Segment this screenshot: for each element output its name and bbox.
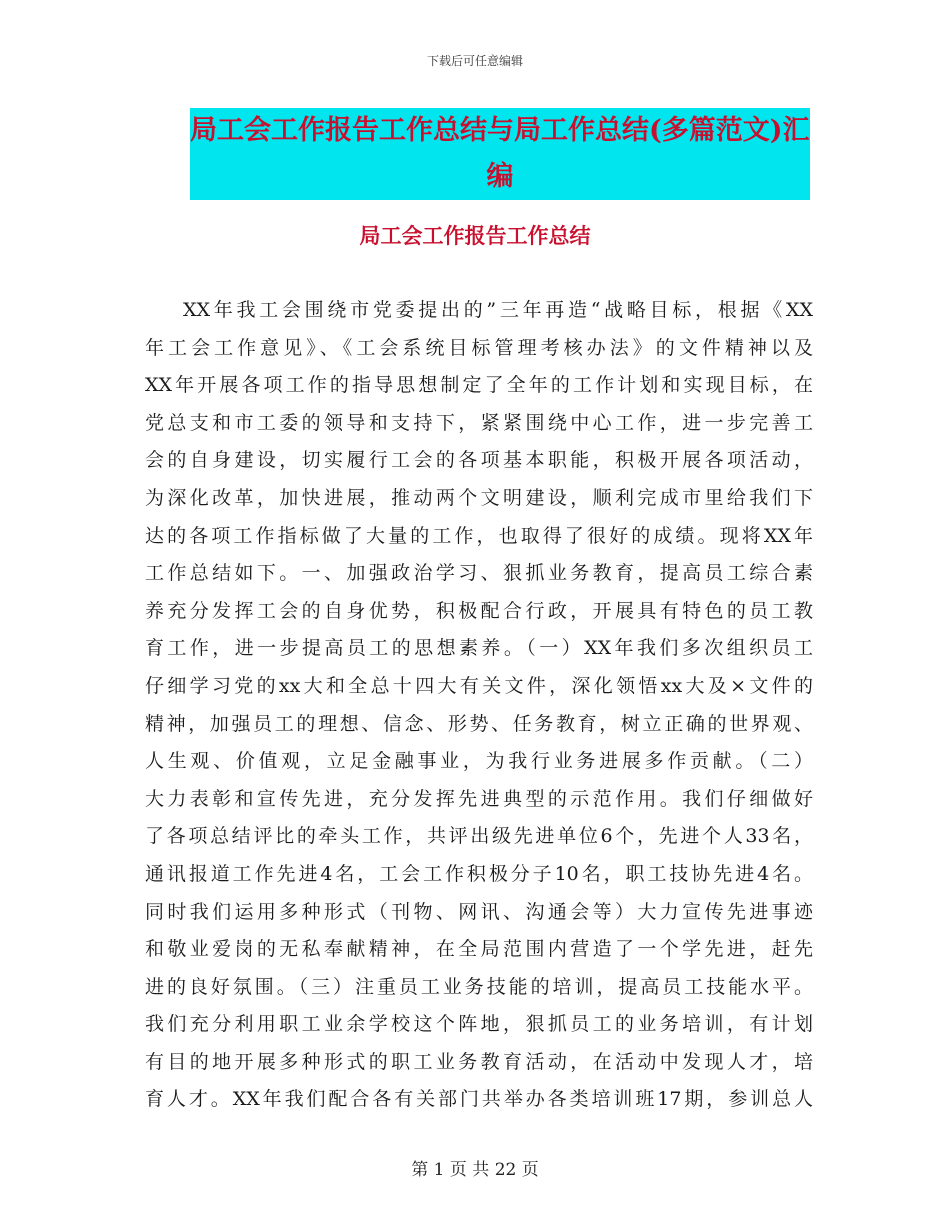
body-line: XX年开展各项工作的指导思想制定了全年的工作计划和实现目标，在 [145, 374, 813, 397]
body-line: 养充分发挥工会的自身优势，积极配合行政，开展具有特色的员工教 [145, 599, 813, 622]
document-title [190, 108, 810, 200]
body-line: 和敬业爱岗的无私奉献精神，在全局范围内营造了一个学先进，赶先 [145, 938, 813, 961]
body-line: 大力表彰和宣传先进，充分发挥先进典型的示范作用。我们仔细做好 [145, 787, 813, 810]
body-line: 育工作，进一步提高员工的思想素养。（一）XX年我们多次组织员工 [145, 637, 813, 660]
body-line: 了各项总结评比的牵头工作，共评出级先进单位6个，先进个人33名， [145, 825, 813, 848]
body-line: 通讯报道工作先进4名，工会工作积极分子10名，职工技协先进4名。 [145, 862, 813, 885]
body-line: XX年我工会围绕市党委提出的”三年再造“战略目标，根据《XX [183, 299, 813, 321]
body-line: 达的各项工作指标做了大量的工作，也取得了很好的成绩。现将XX年 [145, 524, 813, 547]
title-line-2: 编 [486, 161, 514, 192]
body-line: 工作总结如下。一、加强政治学习、狠抓业务教育，提高员工综合素 [145, 562, 813, 585]
body-line: 为深化改革，加快进展，推动两个文明建设，顺利完成市里给我们下 [145, 486, 813, 509]
header-note: 下载后可任意编辑 [426, 54, 523, 68]
title-line-1: 局工会工作报告工作总结与局工作总结(多篇范文)汇 [190, 115, 810, 146]
body-line: 有目的地开展多种形式的职工业务教育活动，在活动中发现人才，培 [145, 1050, 813, 1073]
page-footer: 第 1 页 共 22 页 [411, 1160, 539, 1180]
body-line: 会的自身建设，切实履行工会的各项基本职能，积极开展各项活动， [145, 449, 813, 472]
body-line: 党总支和市工委的领导和支持下，紧紧围绕中心工作，进一步完善工 [145, 411, 813, 434]
body-line: 进的良好氛围。（三）注重员工业务技能的培训，提高员工技能水平。 [145, 975, 813, 998]
body-line: 育人才。XX年我们配合各有关部门共举办各类培训班17期，参训总人 [145, 1088, 813, 1111]
body-line: 我们充分利用职工业余学校这个阵地，狠抓员工的业务培训，有计划 [145, 1013, 813, 1036]
section-title: 局工会工作报告工作总结 [359, 223, 591, 248]
body-line: 年工会工作意见》、《工会系统目标管理考核办法》的文件精神以及 [145, 336, 813, 359]
body-line: 仔细学习党的xx大和全总十四大有关文件，深化领悟xx大及×文件的 [145, 674, 813, 697]
body-line: 同时我们运用多种形式（刊物、网讯、沟通会等）大力宣传先进事迹 [145, 900, 813, 923]
body-text [145, 292, 813, 1119]
body-line: 人生观、价值观，立足金融事业，为我行业务进展多作贡献。（二） [145, 750, 813, 773]
body-line: 精神，加强员工的理想、信念、形势、任务教育，树立正确的世界观、 [145, 712, 813, 735]
